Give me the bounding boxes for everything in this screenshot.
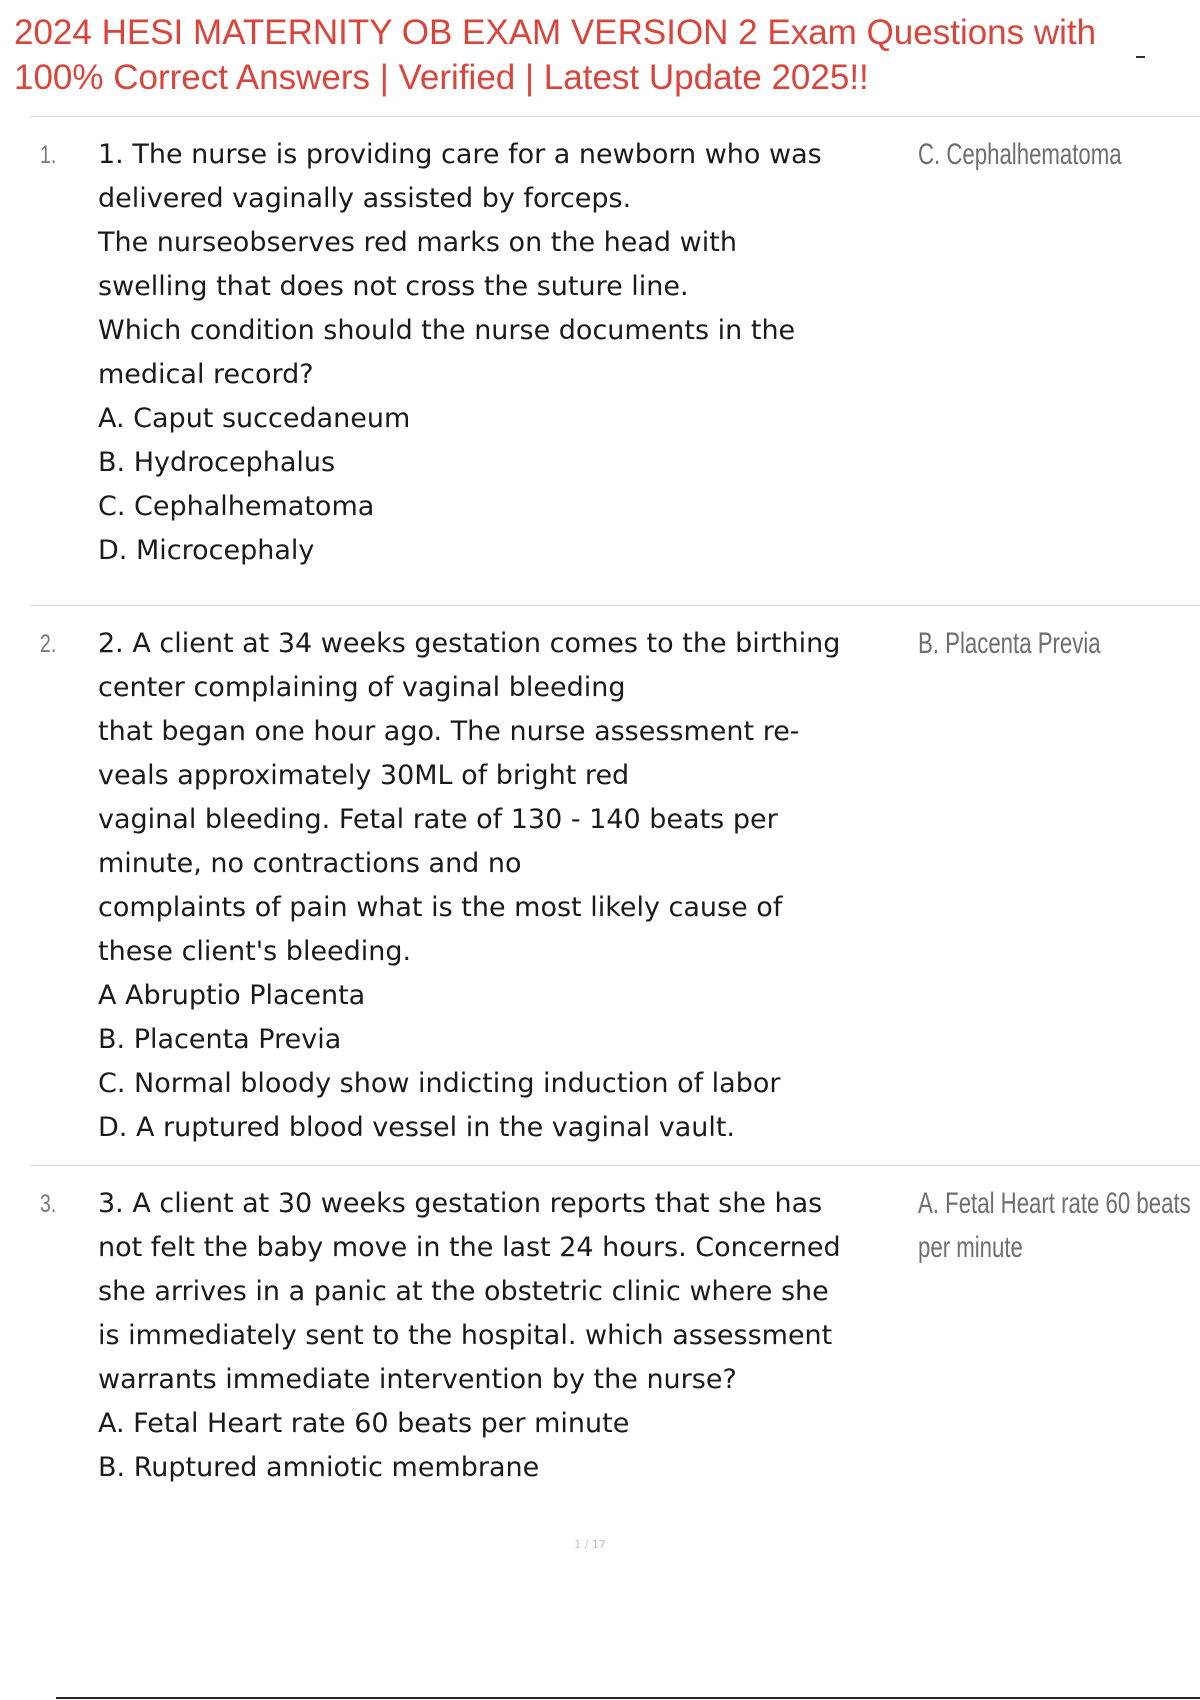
question-line: 3. A client at 30 weeks gestation reports that she has [98,1188,823,1219]
question-line: veals approximately 30ML of bright red [98,760,630,791]
document-title: 2024 HESI MATERNITY OB EXAM VERSION 2 Exam Questions with 100% Correct Answers | Verified | Latest Update 2025!! [14,13,1097,97]
question-line: medical record? [98,359,314,390]
option-c: C. Cephalhematoma [98,491,375,522]
option-d: D. A ruptured blood vessel in the vaginal vault. [98,1112,736,1143]
option-b: B. Hydrocephalus [98,447,336,478]
option-b: B. Ruptured amniotic membrane [98,1452,540,1483]
question-line: that began one hour ago. The nurse assessment re- [98,716,800,747]
question-number: 2. [40,630,57,658]
question-line: vaginal bleeding. Fetal rate of 130 - 140 beats per [98,804,778,835]
question-line: these client's bleeding. [98,936,412,967]
question-line: complaints of pain what is the most likely cause of [98,892,783,923]
question-card [30,1165,1200,1682]
question-card [30,605,1200,1165]
option-a: A. Fetal Heart rate 60 beats per minute [98,1408,630,1439]
option-b: B. Placenta Previa [98,1024,342,1055]
question-card [30,116,1200,605]
question-line: Which condition should the nurse documents in the [98,315,796,346]
question-line: is immediately sent to the hospital. which assessment [98,1320,833,1351]
question-line: she arrives in a panic at the obstetric clinic where she [98,1276,829,1307]
bottom-rule [56,1697,1200,1699]
question-number: 3. [40,1190,57,1218]
question-line: 2. A client at 34 weeks gestation comes to the birthing [98,628,841,659]
question-list [30,116,1200,1682]
option-a: A. Caput succedaneum [98,403,411,434]
option-c: C. Normal bloody show indicting induction of labor [98,1068,781,1099]
option-d: D. Microcephaly [98,535,315,566]
title-mark [1136,56,1145,58]
question-line: swelling that does not cross the suture line. [98,271,689,302]
answer-line: C. Cephalhematoma [918,138,1122,171]
question-text [98,1182,948,1490]
question-line: 1. The nurse is providing care for a newborn who was [98,139,822,170]
question-line: center complaining of vaginal bleeding [98,672,626,703]
question-line: The nurseobserves red marks on the head with [98,227,737,258]
answer-line: B. Placenta Previa [918,627,1101,660]
answer-line: per minute [918,1231,1023,1264]
answer-text [918,133,1133,177]
question-line: warrants immediate intervention by the nurse? [98,1364,737,1395]
question-text [98,133,948,573]
question-text [98,622,948,1150]
option-a: A Abruptio Placenta [98,980,366,1011]
page-number: 1 / 17 [574,1538,606,1551]
answer-text [918,622,1133,666]
answer-line: A. Fetal Heart rate 60 beats [918,1187,1191,1220]
question-line: not felt the baby move in the last 24 hours. Concerned [98,1232,841,1263]
answer-text [918,1182,1191,1270]
question-line: minute, no contractions and no [98,848,522,879]
question-number: 1. [40,141,57,169]
question-line: delivered vaginally assisted by forceps. [98,183,632,214]
